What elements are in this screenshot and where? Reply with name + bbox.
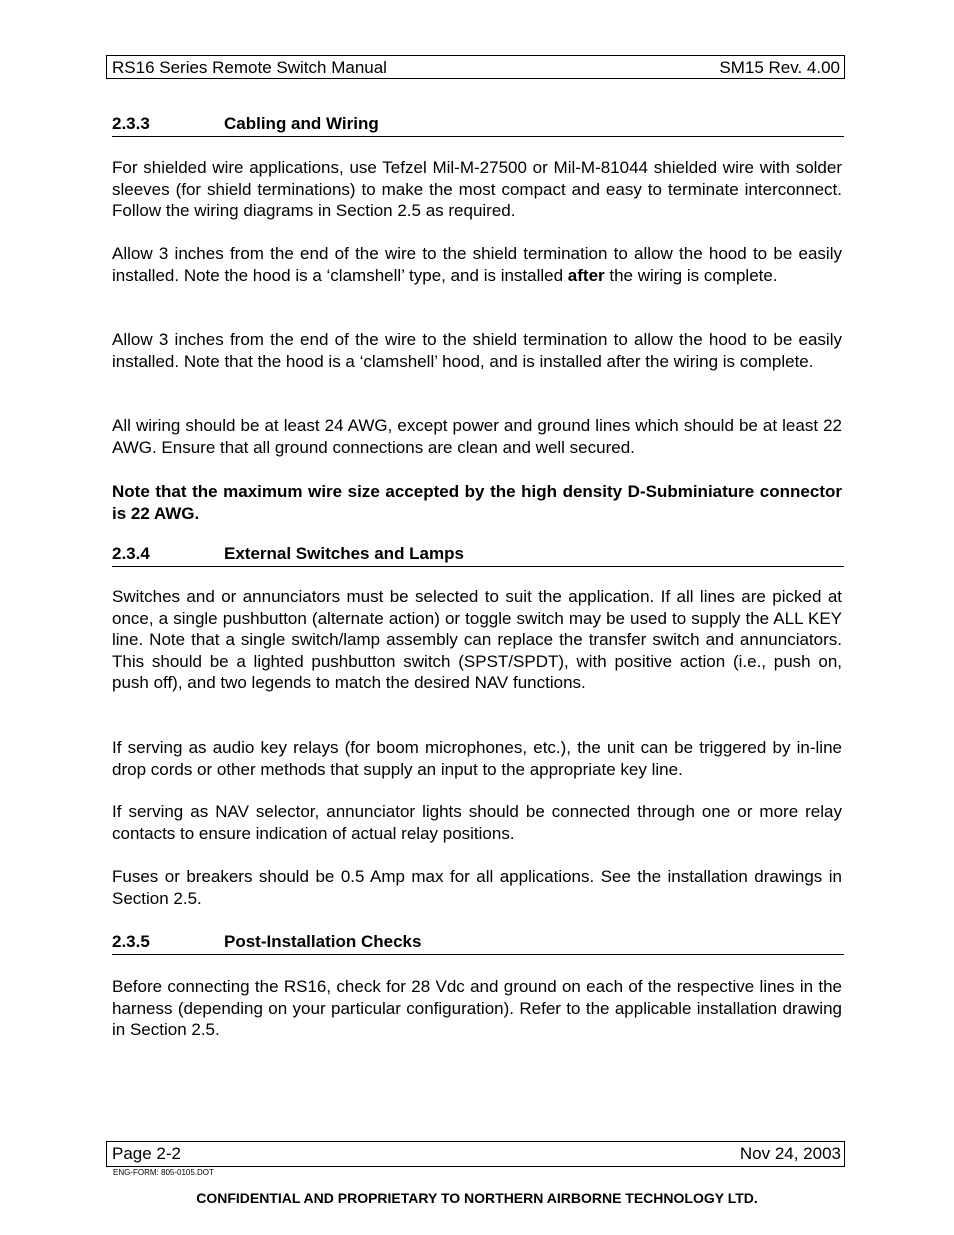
- paragraph-text: the wiring is complete.: [604, 265, 778, 285]
- page-header: [106, 55, 845, 79]
- paragraph: All wiring should be at least 24 AWG, except power and ground lines which should be at least 22 AWG. Ensure that all ground connections are clean and well secured.: [112, 416, 842, 457]
- section-number: 2.3.5: [112, 932, 150, 951]
- paragraph-hood-after: [112, 243, 842, 286]
- form-id: ENG-FORM: 805-0105.DOT: [113, 1168, 214, 1177]
- section-heading-post-installation: [112, 932, 844, 955]
- section-number: 2.3.3: [112, 114, 150, 133]
- paragraph: If serving as audio key relays (for boom microphones, etc.), the unit can be triggered by in-line drop cords or other methods that supply an input to the appropriate key line.: [112, 738, 842, 779]
- page-footer: [106, 1141, 845, 1167]
- section-title: Post-Installation Checks: [224, 932, 422, 951]
- wire-size-note: Note that the maximum wire size accepted by the high density D-Subminiature connector is 22 AWG.: [112, 482, 842, 523]
- paragraph: Before connecting the RS16, check for 28 Vdc and ground on each of the respective lines in the harness (depending on your particular configuration). Refer to the applicable installation drawing in Section 2.5.: [112, 977, 842, 1040]
- manual-title: RS16 Series Remote Switch Manual: [112, 58, 387, 77]
- section-title: Cabling and Wiring: [224, 114, 379, 133]
- paragraph: Switches and or annunciators must be selected to suit the application. If all lines are picked at once, a single pushbutton (alternate action) or toggle switch may be used to supply the ALL KEY line. Note that a single switch/lamp assembly can replace the transfer switch and annunciators. This should be a lighted pushbutton switch (SPST/SPDT), with positive action (i.e., push on, push off), and two legends to match the desired NAV functions.: [112, 587, 842, 693]
- paragraph: Fuses or breakers should be 0.5 Amp max for all applications. See the installation drawings in Section 2.5.: [112, 867, 842, 908]
- emphasis-after: after: [567, 265, 605, 285]
- paragraph: For shielded wire applications, use Tefzel Mil-M-27500 or Mil-M-81044 shielded wire with solder sleeves (for shield terminations) to make the most compact and easy to terminate interconnect. Follow the wiring diagrams in Section 2.5 as required.: [112, 158, 842, 221]
- section-number: 2.3.4: [112, 544, 150, 563]
- document-date: Nov 24, 2003: [739, 1144, 841, 1163]
- paragraph: If serving as NAV selector, annunciator lights should be connected through one or more relay contacts to ensure indication of actual relay positions.: [112, 802, 842, 843]
- section-title: External Switches and Lamps: [224, 544, 464, 563]
- paragraph: Allow 3 inches from the end of the wire to the shield termination to allow the hood to be easily installed. Note that the hood is a ‘clamshell’ hood, and is installed after the wiring is complete.: [112, 330, 842, 371]
- document-revision: SM15 Rev. 4.00: [719, 58, 840, 77]
- paragraph-text: Allow 3 inches from the end of the wire to the shield termination to allow the hood to be easily installed. Note the hood is a ‘clamshell’ type, and is installed: [112, 244, 842, 285]
- page-number: Page 2-2: [112, 1144, 181, 1163]
- section-heading-cabling-wiring: [112, 114, 844, 137]
- confidentiality-notice: CONFIDENTIAL AND PROPRIETARY TO NORTHERN AIRBORNE TECHNOLOGY LTD.: [196, 1190, 758, 1206]
- section-heading-switches-lamps: [112, 544, 844, 567]
